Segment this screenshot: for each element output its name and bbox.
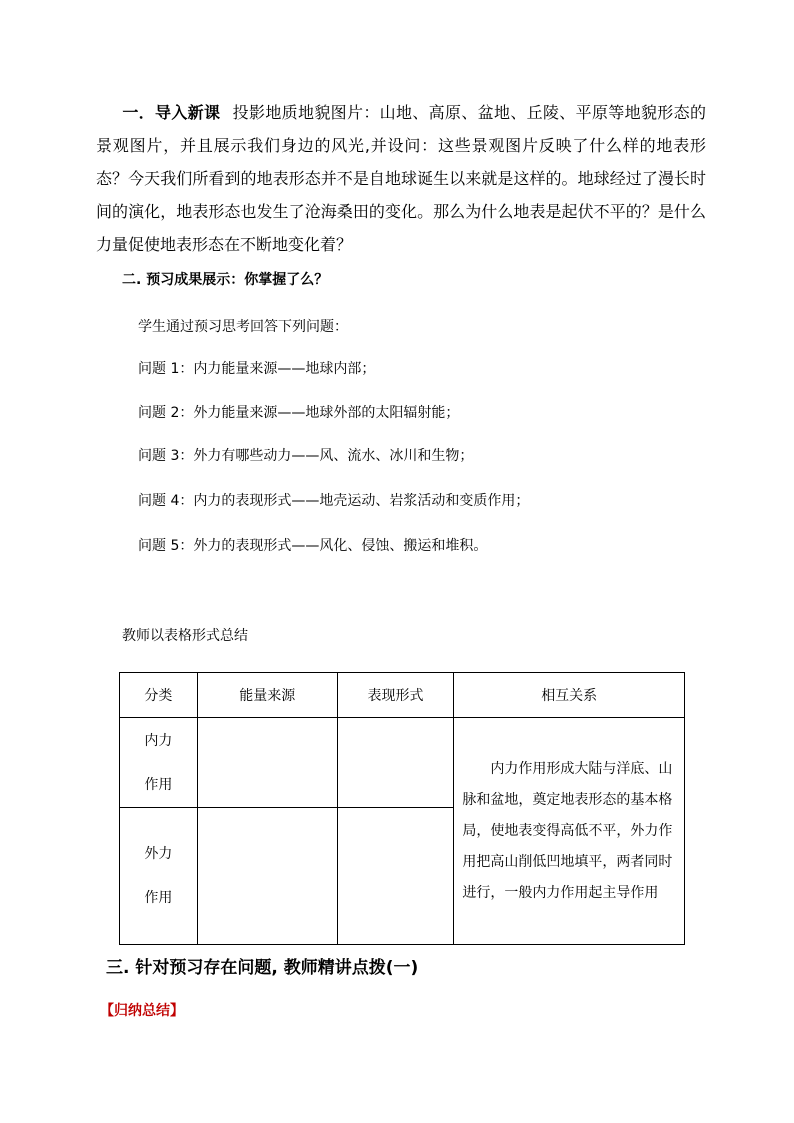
summary-tag: 【归纳总结】 (100, 1003, 184, 1019)
question-5: 问题 5：外力的表现形式——风化、侵蚀、搬运和堆积。 (138, 538, 488, 554)
table-row-internal (120, 718, 685, 808)
external-line2: 作用 (144, 890, 173, 906)
relation-text: 内力作用形成大陆与洋底、山脉和盆地，奠定地表形态的基本格局，使地表变得高低不平，外力作用把高山削低凹地填平，两者同时进行，一般内力作用起主导作用 (462, 760, 673, 901)
cell-external-energy (197, 808, 337, 945)
internal-line2: 作用 (144, 776, 173, 793)
header-form: 表现形式 (337, 673, 454, 718)
section2-lead: 学生通过预习思考回答下列问题： (138, 319, 348, 335)
cell-internal-energy (197, 718, 337, 808)
header-category: 分类 (120, 673, 198, 718)
section3-heading: 三. 针对预习存在问题, 教师精讲点拨(一) (106, 958, 419, 978)
summary-table (119, 672, 685, 945)
cell-internal-category (120, 718, 198, 808)
question-4: 问题 4：内力的表现形式——地壳运动、岩浆活动和变质作用； (138, 493, 530, 509)
internal-line1: 内力 (144, 732, 173, 749)
external-line1: 外力 (144, 846, 173, 862)
cell-internal-form (337, 718, 454, 808)
cell-external-category (120, 808, 198, 945)
question-3: 问题 3：外力有哪些动力——风、流水、冰川和生物； (138, 448, 474, 464)
question-1: 问题 1：内力能量来源——地球内部； (138, 361, 376, 377)
header-energy-source: 能量来源 (197, 673, 337, 718)
header-relation: 相互关系 (454, 673, 685, 718)
intro-paragraph (96, 96, 706, 261)
cell-external-form (337, 808, 454, 945)
intro-text: 投影地质地貌图片：山地、高原、盆地、丘陵、平原等地貌形态的景观图片，并且展示我们身边的风光,并设问：这些景观图片反映了什么样的地表形态？今天我们所看到的地表形态并不是自地球诞生以来就是这样的。地球经过了漫长时间的演化，地表形态也发生了沧海桑田的变化。那么为什么地表是起伏不平的？是什么力量促使地表形态在不断地变化着？ (96, 103, 706, 254)
section2-heading: 二. 预习成果展示：你掌握了么？ (122, 272, 329, 288)
question-2: 问题 2：外力能量来源——地球外部的太阳辐射能； (138, 405, 460, 421)
cell-relation (454, 718, 685, 945)
intro-heading: 一．导入新课 (122, 103, 221, 122)
table-header-row (120, 673, 685, 718)
teacher-summary-label: 教师以表格形式总结 (122, 628, 248, 644)
